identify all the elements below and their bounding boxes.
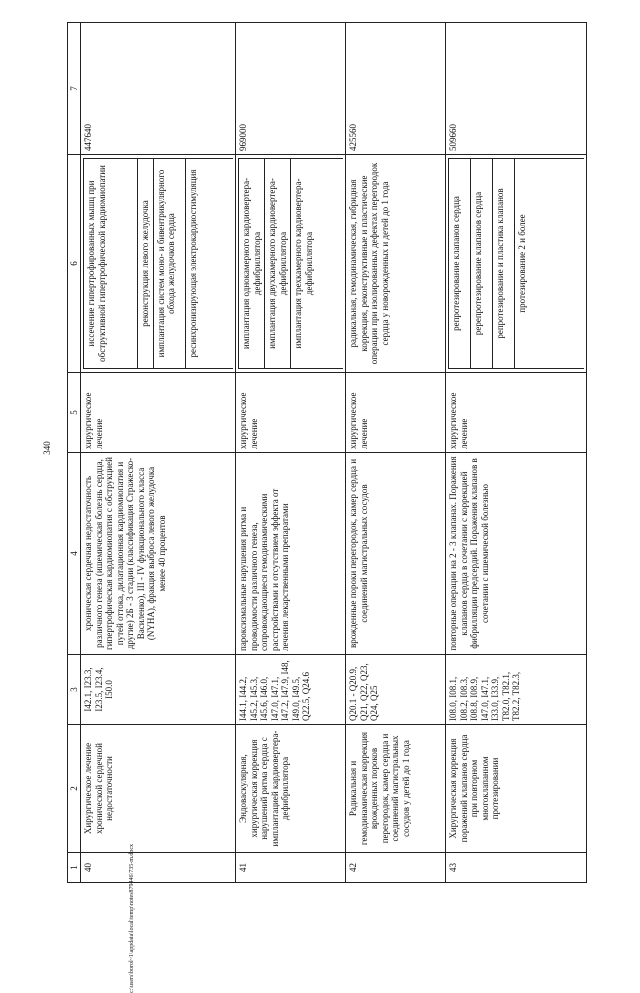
patient-model: хроническая сердечная недостаточность различного генеза (ишемическая болезнь сердца, гипертрофическая кардиомиопатия с обструкцией путей оттока, дилатационная кардиомиопатия и другие) 2Б - 3 стадии (классификация Стражеско-Василенко), III - IV функционального класса (NYHA), фракция выброса левого желудочка менее 40 процентов [81, 453, 236, 655]
icd-codes: I44.1, I44.2, I45.2, I45.3, I45.6, I46.0, I47.0, I47.1, I47.2, I47.9, I48, I49.0, I49.5, Q22.5, Q24.6 [236, 655, 346, 725]
methods-cell [446, 155, 587, 373]
method-item: репротезирование и пластика клапанов [493, 159, 515, 369]
treatment-name: Радикальная и гемодинамическая коррекция врожденных пороков перегородок, камер сердца и соединений магистральных сосудов у детей до 1 года [346, 725, 446, 853]
page-number: 340 [41, 441, 52, 455]
table-row [446, 23, 587, 883]
cost: 509660 [446, 23, 587, 155]
row-number: 40 [81, 853, 236, 883]
cost: 425560 [346, 23, 446, 155]
treatment-name: Хирургическое лечение хронической сердечной недостаточности [81, 725, 236, 853]
footer-file-path: c:\users\borol~1\appdata\local\temp\notes879446\735-m.docx [129, 843, 135, 993]
icd-codes: Q20.1 - Q20.9, Q21, Q22, Q23, Q24, Q25 [346, 655, 446, 725]
treatment-type: хирургическое лечение [236, 373, 346, 453]
patient-model: повторные операции на 2 - 3 клапанах. Поражения клапанов сердца в сочетании с коррекцией фибрилляции предсердий. Поражения клапанов в сочетании с ишемической болезнью [446, 453, 587, 655]
method-item: протезирование 2 и более [515, 159, 584, 369]
method-item: имплантация систем моно- и бивентрикулярного обхода желудочков сердца [153, 159, 185, 369]
header-cell: 7 [68, 23, 81, 155]
patient-model: пароксизмальные нарушения ритма и проводимости различного генеза, сопровождающиеся гемодинамическими расстройствами и отсутствием эффекта от лечения лекарственными препаратами [236, 453, 346, 655]
header-cell: 4 [68, 453, 81, 655]
header-cell: 1 [68, 853, 81, 883]
method-item: имплантация двухкамерного кардиовертера-дефибриллятора [265, 159, 291, 369]
treatment-name: Эндоваскулярная, хирургическая коррекция нарушений ритма сердца с имплантацией кардиовертера-дефибриллятора [236, 725, 346, 853]
treatment-type: хирургическое лечение [81, 373, 236, 453]
row-number: 41 [236, 853, 346, 883]
rotated-table-container [67, 23, 587, 883]
treatment-type: хирургическое лечение [346, 373, 446, 453]
treatment-type: хирургическое лечение [446, 373, 587, 453]
methods-list [83, 158, 233, 369]
row-number: 42 [346, 853, 446, 883]
methods-cell [81, 155, 236, 373]
method-item: имплантация однокамерного кардиовертера-дефибриллятора [239, 159, 265, 369]
icd-codes: I08.0, I08.1, I08.2, I08.3, I08.8, I08.9, I47.0, I47.1, I33.0, I33.9, T82.0, T82.1, T82.2, T82.3, [446, 655, 587, 725]
methods-cell [236, 155, 346, 373]
header-cell: 5 [68, 373, 81, 453]
method-item: ререпротезирование клапанов сердца [471, 159, 493, 369]
treatment-name: Хирургическая коррекция поражений клапанов сердца при повторном многоклапанном протезировании [446, 725, 587, 853]
header-row [68, 23, 81, 883]
table-row [81, 23, 236, 883]
table-row [236, 23, 346, 883]
treatment-table [67, 22, 587, 883]
method-item: реконструкция левого желудочка [138, 159, 153, 369]
method-item: ресинхронизирующая электрокардиостимуляция [185, 159, 233, 369]
method-item: репротезирование клапанов сердца [449, 159, 471, 369]
row-number: 43 [446, 853, 587, 883]
method-item: иссечение гипертрофированных мышц при обструктивной гипертрофической кардиомиопатии [84, 159, 138, 369]
cost: 969000 [236, 23, 346, 155]
icd-codes: I42.1, I23.3, I23.5, I23.4, I50.0 [81, 655, 236, 725]
methods-list [448, 158, 584, 369]
method-item: радикальная, гемодинамическая, гибридная коррекция, реконструктивные и пластические операции при изолированных дефектах перегородок сердца у новорожденных и детей до 1 года [346, 155, 446, 373]
header-cell: 3 [68, 655, 81, 725]
methods-list [238, 158, 343, 369]
table-row [346, 23, 446, 883]
header-cell: 6 [68, 155, 81, 373]
method-item: имплантация трехкамерного кардиовертера-дефибриллятора [291, 159, 344, 369]
cost: 447640 [81, 23, 236, 155]
patient-model: врожденные пороки перегородок, камер сердца и соединений магистральных сосудов [346, 453, 446, 655]
header-cell: 2 [68, 725, 81, 853]
